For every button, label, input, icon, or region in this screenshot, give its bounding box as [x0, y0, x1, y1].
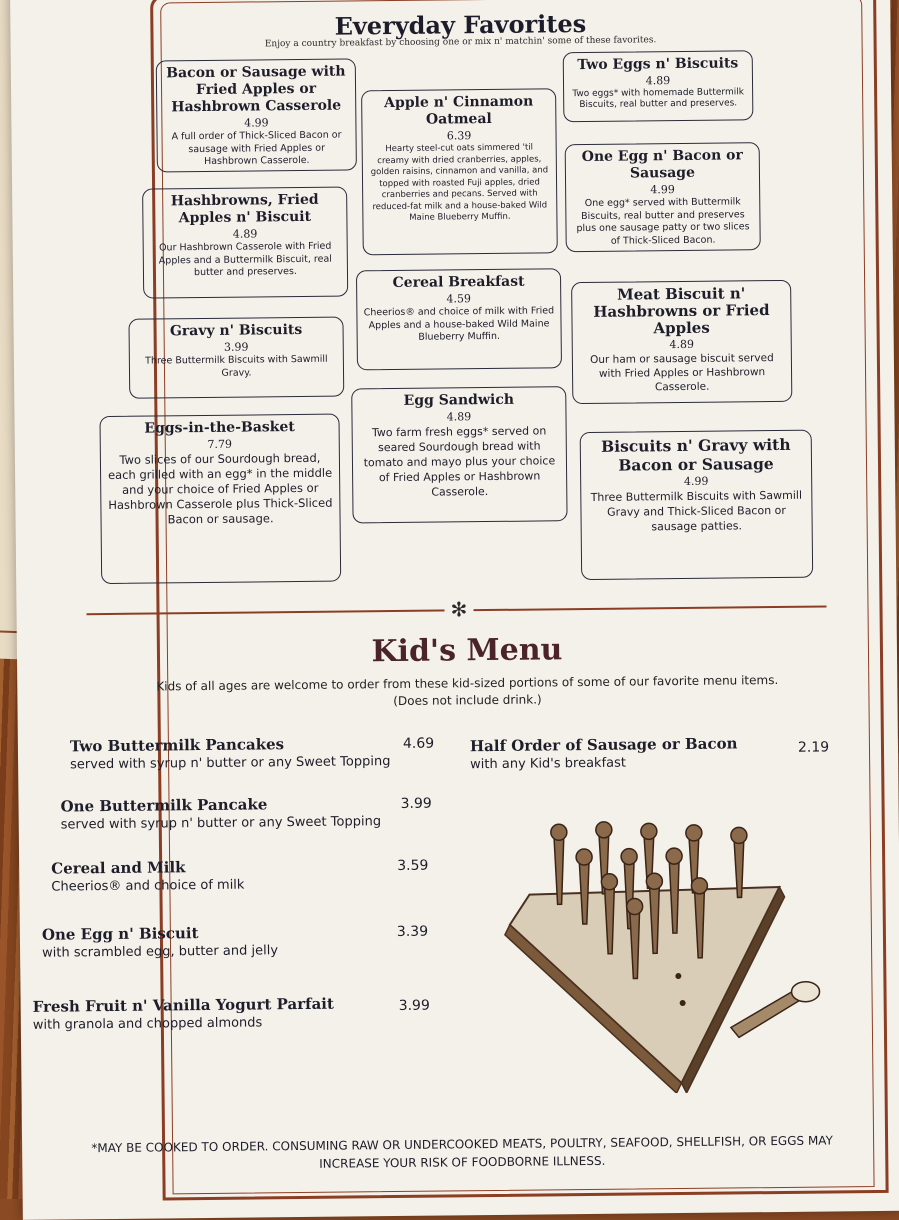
item-name: Cereal Breakfast	[392, 273, 525, 292]
item-price: 4.89	[232, 227, 258, 241]
item-description: Three Buttermilk Biscuits with Sawmill Gravy.	[145, 353, 328, 379]
kids-item-name: Two Buttermilk Pancakes	[69, 735, 285, 756]
menu-item-box	[351, 386, 567, 523]
kids-item-desc: Cheerios® and choice of milk	[51, 877, 245, 895]
item-name: Apple n' Cinnamon Oatmeal	[384, 93, 534, 128]
menu-item-box	[565, 142, 761, 252]
item-name: One Egg n' Bacon or Sausage	[581, 147, 743, 182]
kids-item	[33, 995, 335, 1035]
menu-item-box	[128, 317, 344, 399]
kids-item-desc: with any Kid's breakfast	[470, 755, 627, 773]
kids-intro-text: Kids of all ages are welcome to order from these kid-sized portions of some of our favorite menu items.	[156, 672, 779, 694]
kids-item-name: Half Order of Sausage or Bacon	[469, 734, 738, 756]
item-description: Two eggs* with homemade Buttermilk Biscuits, real butter and preserves.	[572, 87, 744, 111]
item-description: Hearty steel-cut oats simmered 'til creamy with dried cranberries, apples, golden raisins, cinnamon and vanilla, and topped with roasted Fuji apples, dried cranberries and pecans. Served with reduced-fat milk and a house-baked Wild Maine Blueberry Muffin.	[370, 142, 549, 223]
item-name: Egg Sandwich	[403, 391, 515, 409]
item-price: 3.99	[223, 340, 249, 354]
kids-intro-note: (Does not include drink.)	[393, 692, 542, 709]
menu-item-box	[156, 58, 357, 172]
kids-menu-intro	[107, 671, 827, 713]
menu-item-box	[99, 414, 341, 585]
kids-menu-title: Kid's Menu	[371, 632, 563, 670]
kids-item-price: 3.99	[398, 997, 430, 1014]
menu-item-box	[356, 268, 562, 370]
kids-item-price: 2.19	[797, 739, 830, 756]
item-price: 4.99	[650, 183, 675, 197]
kids-item-name: One Egg n' Biscuit	[41, 924, 199, 944]
menu-item-box	[563, 50, 754, 122]
food-safety-disclaimer	[32, 1131, 892, 1176]
kids-item	[70, 734, 391, 774]
item-name: Eggs-in-the-Basket	[144, 419, 295, 437]
kids-item-name: Fresh Fruit n' Vanilla Yogurt Parfait	[32, 994, 334, 1016]
menu-item-box	[580, 430, 814, 580]
item-price: 4.89	[446, 410, 472, 424]
kids-item	[51, 858, 244, 897]
item-description: A full order of Thick-Sliced Bacon or sausage with Fried Apples or Hashbrown Casserole.	[171, 129, 342, 167]
flower-divider-icon: ✻	[444, 597, 473, 621]
peg-game-icon	[499, 811, 842, 1095]
kids-item-price: 3.39	[396, 923, 429, 940]
item-name: Bacon or Sausage with Fried Apples or Hashbrown Casserole	[166, 63, 346, 116]
item-description: Our ham or sausage biscuit served with Fried Apples or Hashbrown Casserole.	[589, 352, 774, 394]
kids-item-price: 4.69	[402, 735, 435, 752]
item-name: Two Eggs n' Biscuits	[577, 55, 739, 74]
disclaimer-line-1: *MAY BE COOKED TO ORDER. CONSUMING RAW OR UNDERCOOKED MEATS, POULTRY, SEAFOOD, SHELLFISH, OR EGGS MAY	[91, 1133, 833, 1156]
kids-item-desc: with scrambled egg, butter and jelly	[42, 943, 279, 961]
kids-item	[470, 734, 738, 774]
item-price: 4.59	[446, 292, 472, 306]
item-price: 7.79	[207, 437, 233, 451]
kids-item-name: One Buttermilk Pancake	[60, 795, 268, 816]
item-description: Cheerios® and choice of milk with Fried Apples and a house-baked Wild Maine Blueberry Muffin.	[363, 305, 555, 343]
item-price: 6.39	[446, 129, 472, 143]
section-subtitle: Enjoy a country breakfast by choosing one or mix n' matchin' some of these favorites.	[264, 35, 657, 50]
kids-item-price: 3.99	[400, 795, 432, 812]
item-description: Two farm fresh eggs* served on seared Sourdough bread with tomato and mayo plus your choice of Fried Apples or Hashbrown Casserole.	[363, 424, 556, 499]
kids-item-name: Cereal and Milk	[51, 858, 186, 878]
item-price: 4.99	[683, 474, 709, 488]
kids-item-desc: served with syrup n' butter or any Sweet Topping	[60, 814, 382, 833]
menu-item-box	[361, 88, 558, 255]
item-description: Two slices of our Sourdough bread, each grilled with an egg* in the middle and your choice of Fried Apples or Hashbrown Casserole plus Thick-Sliced Bacon or sausage.	[107, 450, 333, 527]
menu-item-box	[571, 280, 792, 404]
kids-item	[42, 923, 278, 962]
item-price: 4.89	[645, 74, 671, 88]
item-price: 4.89	[669, 337, 695, 352]
item-description: One egg* served with Buttermilk Biscuits, real butter and preserves plus one sausage patty or two slices of Thick-Sliced Bacon.	[576, 196, 750, 247]
item-name: Gravy n' Biscuits	[169, 321, 303, 340]
item-description: Three Buttermilk Biscuits with Sawmill Gravy and Thick-Sliced Bacon or sausage patties.	[590, 488, 803, 534]
kids-item	[60, 794, 381, 834]
item-price: 4.99	[244, 116, 269, 130]
kids-item-desc: with granola and chopped almonds	[32, 1015, 263, 1033]
item-name: Meat Biscuit n' Hashbrowns or Fried Apples	[593, 284, 770, 338]
item-name: Hashbrowns, Fried Apples n' Biscuit	[170, 191, 319, 227]
section-title: Everyday Favorites	[334, 8, 587, 41]
kids-item-desc: served with syrup n' butter or any Sweet Topping	[70, 754, 391, 773]
item-name: Biscuits n' Gravy with Bacon or Sausage	[600, 434, 791, 475]
disclaimer-line-2: INCREASE YOUR RISK OF FOODBORNE ILLNESS.	[319, 1153, 606, 1171]
item-description: Our Hashbrown Casserole with Fried Apples and a Buttermilk Biscuit, real butter and preserves.	[158, 240, 332, 279]
menu-page	[10, 0, 899, 1220]
menu-item-box	[142, 186, 348, 298]
kids-item-price: 3.59	[397, 857, 429, 874]
